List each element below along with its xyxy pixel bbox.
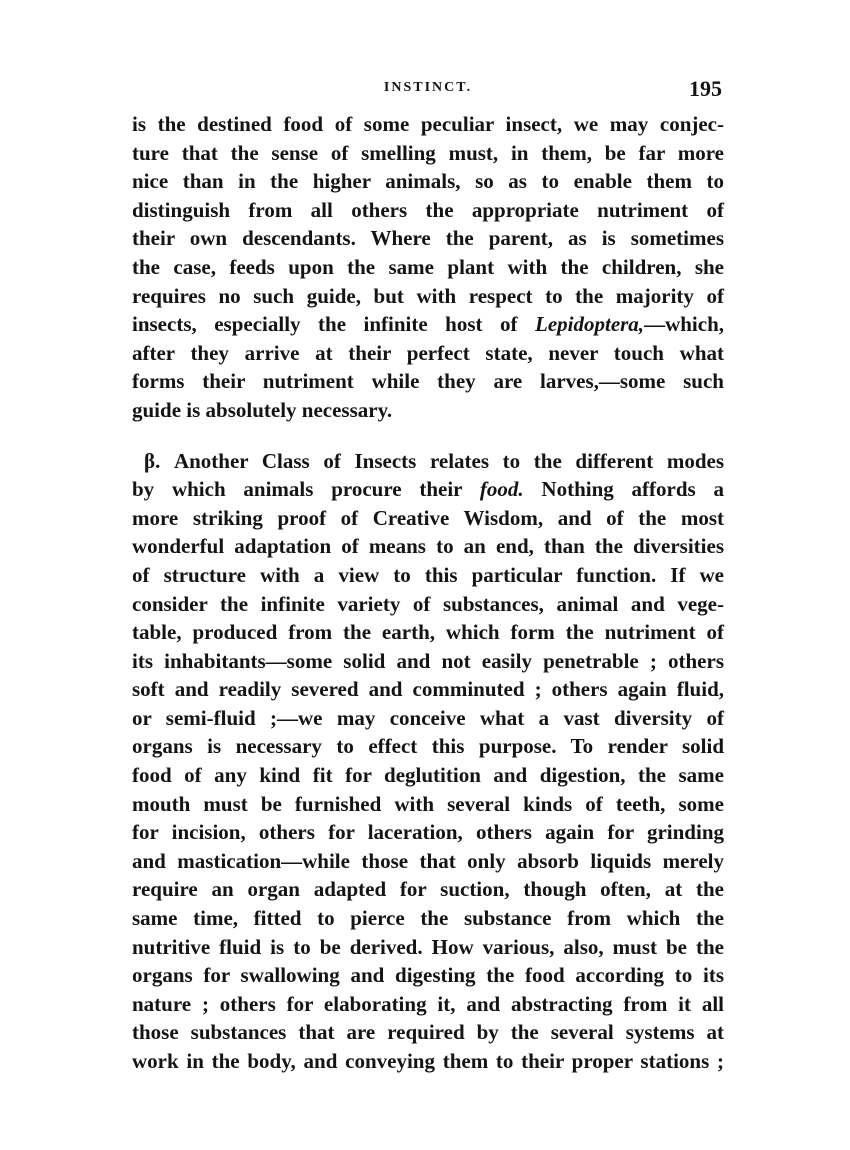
paragraph-2: [132, 447, 724, 1076]
text-line-with-italic: [132, 310, 724, 339]
text-segment: by which animals procure their: [132, 477, 480, 502]
text-line: their own descendants. Where the parent, as is sometimes: [132, 226, 724, 251]
running-head: [132, 76, 724, 110]
text-line: consider the infinite variety of substances, animal and vege-: [132, 591, 724, 616]
text-line: more striking proof of Creative Wisdom, and of the most: [132, 505, 724, 530]
text-line: mouth must be furnished with several kinds of teeth, some: [132, 791, 724, 816]
text-line-with-italic: [132, 475, 724, 504]
text-line: for incision, others for laceration, others again for grinding: [132, 820, 724, 845]
page-number: 195: [689, 76, 722, 101]
paragraph-1: [132, 110, 724, 425]
text-line: guide is absolutely necessary.: [132, 397, 393, 422]
text-line: or semi-fluid ;—we may conceive what a vast diversity of: [132, 705, 724, 730]
text-segment: —which,: [644, 312, 724, 337]
text-line: is the destined food of some peculiar insect, we may conjec-: [132, 112, 724, 136]
text-segment: insects, especially the infinite host of: [132, 312, 535, 337]
text-line: nutritive fluid is to be derived. How various, also, must be the: [132, 934, 724, 959]
text-line: ture that the sense of smelling must, in them, be far more: [132, 140, 724, 165]
text-line: food of any kind fit for deglutition and digestion, the same: [132, 763, 724, 788]
text-line: forms their nutriment while they are larves,—some such: [132, 369, 724, 394]
text-line: organs is necessary to effect this purpose. To render solid: [132, 734, 724, 759]
text-line: table, produced from the earth, which form the nutriment of: [132, 620, 724, 645]
text-line: the case, feeds upon the same plant with the children, she: [132, 254, 724, 279]
text-line: β. Another Class of Insects relates to the different modes: [144, 448, 724, 473]
text-line: organs for swallowing and digesting the food according to its: [132, 963, 724, 988]
text-line: same time, fitted to pierce the substance from which the: [132, 906, 724, 931]
text-line: of structure with a view to this particular function. If we: [132, 562, 724, 587]
paragraph-gap: [132, 425, 724, 447]
text-line: after they arrive at their perfect state, never touch what: [132, 340, 724, 365]
text-line: work in the body, and conveying them to their proper stations ;: [132, 1049, 724, 1073]
text-line: require an organ adapted for suction, though often, at the: [132, 877, 724, 902]
text-line: nature ; others for elaborating it, and abstracting from it all: [132, 991, 724, 1016]
text-segment: Nothing affords a: [523, 477, 724, 502]
running-title: INSTINCT.: [383, 80, 473, 95]
text-line: distinguish from all others the appropriate nutriment of: [132, 197, 724, 222]
italic-term: Lepidoptera,: [535, 312, 645, 337]
text-line: its inhabitants—some solid and not easily penetrable ; others: [132, 648, 724, 673]
text-line: nice than in the higher animals, so as to enable them to: [132, 169, 724, 194]
text-line: requires no such guide, but with respect to the majority of: [132, 283, 724, 308]
italic-term: food.: [479, 477, 524, 502]
text-line: wonderful adaptation of means to an end, than the diversities: [132, 534, 724, 559]
text-line: soft and readily severed and comminuted ; others again fluid,: [132, 677, 724, 702]
text-line: and mastication—while those that only absorb liquids merely: [132, 848, 724, 873]
text-line: those substances that are required by the several systems at: [132, 1020, 724, 1045]
book-page: [132, 76, 724, 1076]
